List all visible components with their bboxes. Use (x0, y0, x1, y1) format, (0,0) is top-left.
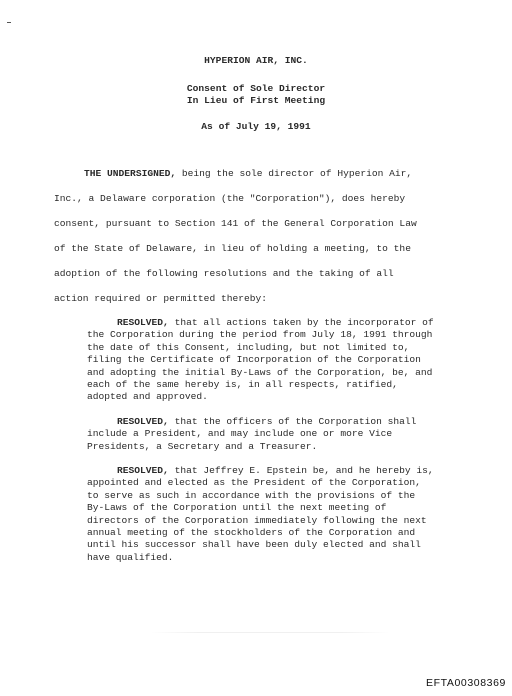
resolution-line: the date of this Consent, including, but not limited to, (87, 341, 410, 353)
resolution-line: annual meeting of the stockholders of the Corporation and (87, 527, 416, 539)
company-name: HYPERION AIR, INC. (204, 55, 308, 66)
resolution-line: adopted and approved. (87, 391, 208, 403)
resolution-lead: RESOLVED, (117, 416, 169, 427)
resolution-1 (87, 317, 467, 404)
resolution-lead: RESOLVED, (117, 317, 169, 328)
resolution-first-line: that the officers of the Corporation shall (168, 416, 417, 427)
document-title-line-1: Consent of Sole Director (186, 83, 326, 94)
resolution-line: Presidents, a Secretary and a Treasurer. (87, 440, 318, 452)
resolution-line (87, 465, 467, 477)
intro-line (84, 168, 412, 180)
resolution-line: filing the Certificate of Incorporation of the Corporation (87, 354, 421, 366)
intro-line: of the State of Delaware, in lieu of holding a meeting, to the (54, 243, 411, 254)
resolution-3 (87, 465, 467, 564)
resolution-line: and adopting the initial By-Laws of the Corporation, be, and (87, 366, 433, 378)
resolution-line: By-Laws of the Corporation until the next meeting of (87, 502, 387, 514)
intro-first-line: being the sole director of Hyperion Air, (176, 168, 413, 179)
resolution-line: appointed and elected as the President of the Corporation, (87, 477, 421, 489)
document-id-stamp: EFTA00308369 (426, 677, 506, 689)
scan-mark (7, 22, 11, 23)
intro-line: Inc., a Delaware corporation (the "Corporation"), does hereby (54, 193, 406, 204)
resolution-line: to serve as such in accordance with the provisions of the (87, 489, 416, 501)
scan-artifact-line (150, 632, 390, 633)
resolution-line: each of the same hereby is, in all respects, ratified, (87, 379, 398, 391)
resolution-line: until his successor shall have been duly elected and shall (87, 539, 421, 551)
intro-line: adoption of the following resolutions and the taking of all (54, 268, 394, 279)
resolution-first-line: that all actions taken by the incorporator of (168, 317, 434, 328)
document-date: As of July 19, 1991 (201, 121, 311, 132)
resolution-line (87, 317, 467, 329)
intro-line: consent, pursuant to Section 141 of the General Corporation Law (54, 218, 417, 229)
resolution-2 (87, 416, 467, 453)
resolution-line: the Corporation during the period from July 18, 1991 through (87, 329, 433, 341)
resolution-first-line: that Jeffrey E. Epstein be, and he hereby is, (168, 465, 434, 476)
resolution-line: include a President, and may include one or more Vice (87, 428, 393, 440)
resolution-line: directors of the Corporation immediately following the next (87, 514, 427, 526)
document-title-line-2: In Lieu of First Meeting (186, 95, 326, 106)
resolution-line: have qualified. (87, 551, 174, 563)
intro-line: action required or permitted thereby: (54, 293, 268, 304)
intro-lead: THE UNDERSIGNED, (84, 168, 177, 179)
resolution-lead: RESOLVED, (117, 465, 169, 476)
resolution-line (87, 416, 467, 428)
